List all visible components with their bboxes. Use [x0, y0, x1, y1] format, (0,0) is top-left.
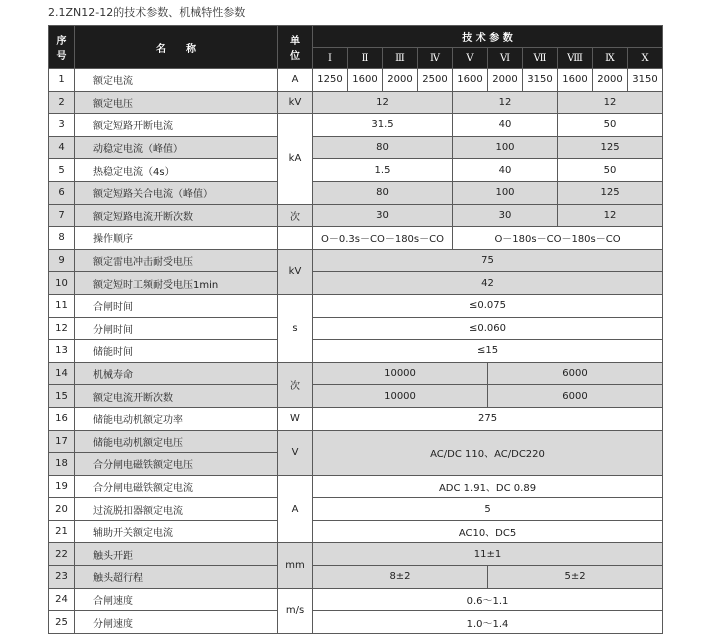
row-name: 合闸时间 — [75, 294, 278, 317]
header-col-9: Ⅸ — [593, 48, 628, 69]
row-name: 额定电压 — [75, 91, 278, 114]
row-number: 1 — [49, 69, 75, 92]
table-row — [49, 385, 663, 408]
cell-value: 31.5 — [313, 114, 453, 137]
row-name: 合分闸电磁铁额定电压 — [75, 453, 278, 476]
row-number: 18 — [49, 453, 75, 476]
row-number: 10 — [49, 272, 75, 295]
header-col-2: Ⅱ — [348, 48, 383, 69]
cell-value: 2000 — [488, 69, 523, 92]
cell-value: 1600 — [558, 69, 593, 92]
cell-value: ≤0.060 — [313, 317, 663, 340]
cell-value: ≤0.075 — [313, 294, 663, 317]
cell-value: AC/DC 110、AC/DC220 — [313, 430, 663, 475]
row-number: 21 — [49, 520, 75, 543]
table-row — [49, 204, 663, 227]
row-name: 分闸速度 — [75, 611, 278, 634]
cell-value: 125 — [558, 181, 663, 204]
cell-value: 1.5 — [313, 159, 453, 182]
row-number: 6 — [49, 181, 75, 204]
cell-value: 100 — [453, 136, 558, 159]
table-row — [49, 317, 663, 340]
cell-value: 275 — [313, 407, 663, 430]
header-col-5: Ⅴ — [453, 48, 488, 69]
row-number: 11 — [49, 294, 75, 317]
table-row — [49, 430, 663, 453]
row-number: 23 — [49, 566, 75, 589]
header-col-8: Ⅷ — [558, 48, 593, 69]
row-name: 动稳定电流（峰值） — [75, 136, 278, 159]
row-name: 额定短路关合电流（峰值） — [75, 181, 278, 204]
row-name: 储能时间 — [75, 340, 278, 363]
row-number: 7 — [49, 204, 75, 227]
row-name: 操作顺序 — [75, 227, 278, 250]
cell-value: 12 — [558, 204, 663, 227]
table-row — [49, 249, 663, 272]
table-row — [49, 566, 663, 589]
row-unit: 次 — [278, 362, 313, 407]
header-unit: 单 位 — [278, 26, 313, 69]
cell-value: 3150 — [523, 69, 558, 92]
cell-value: 12 — [313, 91, 453, 114]
row-name: 额定雷电冲击耐受电压 — [75, 249, 278, 272]
cell-value: 10000 — [313, 385, 488, 408]
cell-value: 100 — [453, 181, 558, 204]
row-unit: kV — [278, 249, 313, 294]
header-col-6: Ⅵ — [488, 48, 523, 69]
cell-value: 8±2 — [313, 566, 488, 589]
cell-value: 11±1 — [313, 543, 663, 566]
header-col-4: Ⅳ — [418, 48, 453, 69]
row-unit: V — [278, 430, 313, 475]
table-row — [49, 91, 663, 114]
row-number: 12 — [49, 317, 75, 340]
cell-value: 50 — [558, 114, 663, 137]
row-unit: mm — [278, 543, 313, 588]
cell-value: 12 — [558, 91, 663, 114]
row-name: 触头开距 — [75, 543, 278, 566]
header-col-1: Ⅰ — [313, 48, 348, 69]
cell-value: 2000 — [383, 69, 418, 92]
row-name: 额定短路开断电流 — [75, 114, 278, 137]
table-row — [49, 159, 663, 182]
cell-value: 6000 — [488, 385, 663, 408]
table-row — [49, 272, 663, 295]
cell-value: 75 — [313, 249, 663, 272]
row-number: 4 — [49, 136, 75, 159]
cell-value: 6000 — [488, 362, 663, 385]
table-row — [49, 475, 663, 498]
header-col-10: Ⅹ — [628, 48, 663, 69]
cell-value: 5±2 — [488, 566, 663, 589]
row-number: 16 — [49, 407, 75, 430]
header-col-3: Ⅲ — [383, 48, 418, 69]
row-number: 8 — [49, 227, 75, 250]
cell-value: 12 — [453, 91, 558, 114]
row-name: 额定短时工频耐受电压1min — [75, 272, 278, 295]
cell-value: ADC 1.91、DC 0.89 — [313, 475, 663, 498]
table-row — [49, 611, 663, 634]
row-unit: kV — [278, 91, 313, 114]
row-number: 17 — [49, 430, 75, 453]
row-number: 5 — [49, 159, 75, 182]
cell-value: 125 — [558, 136, 663, 159]
cell-value: 5 — [313, 498, 663, 521]
cell-value: 80 — [313, 136, 453, 159]
row-name: 过流脱扣器额定电流 — [75, 498, 278, 521]
row-name: 触头超行程 — [75, 566, 278, 589]
cell-value: 2000 — [593, 69, 628, 92]
row-name: 辅助开关额定电流 — [75, 520, 278, 543]
table-row — [49, 181, 663, 204]
header-col-7: Ⅶ — [523, 48, 558, 69]
row-name: 分闸时间 — [75, 317, 278, 340]
table-row — [49, 543, 663, 566]
row-unit: W — [278, 407, 313, 430]
cell-value: 3150 — [628, 69, 663, 92]
row-unit: s — [278, 294, 313, 362]
cell-value: 40 — [453, 114, 558, 137]
cell-value: 30 — [453, 204, 558, 227]
row-name: 合分闸电磁铁额定电流 — [75, 475, 278, 498]
table-row — [49, 294, 663, 317]
row-name: 储能电动机额定功率 — [75, 407, 278, 430]
row-unit: m/s — [278, 588, 313, 633]
row-number: 15 — [49, 385, 75, 408]
row-name: 额定电流开断次数 — [75, 385, 278, 408]
cell-value: O－180s－CO－180s－CO — [453, 227, 663, 250]
page-title: 2.1ZN12-12的技术参数、机械特性参数 — [48, 6, 246, 19]
table-row — [49, 520, 663, 543]
cell-value: 1.0～1.4 — [313, 611, 663, 634]
table-row — [49, 136, 663, 159]
cell-value: 50 — [558, 159, 663, 182]
table-header — [49, 26, 663, 69]
cell-value: 0.6～1.1 — [313, 588, 663, 611]
cell-value: ≤15 — [313, 340, 663, 363]
row-name: 额定短路电流开断次数 — [75, 204, 278, 227]
row-number: 2 — [49, 91, 75, 114]
cell-value: 2500 — [418, 69, 453, 92]
row-number: 3 — [49, 114, 75, 137]
row-number: 9 — [49, 249, 75, 272]
cell-value: AC10、DC5 — [313, 520, 663, 543]
row-name: 机械寿命 — [75, 362, 278, 385]
row-number: 20 — [49, 498, 75, 521]
row-number: 24 — [49, 588, 75, 611]
table-row — [49, 227, 663, 250]
table-row — [49, 362, 663, 385]
row-number: 25 — [49, 611, 75, 634]
row-number: 13 — [49, 340, 75, 363]
header-seq: 序 号 — [49, 26, 75, 69]
header-name: 名 称 — [75, 26, 278, 69]
row-unit: A — [278, 475, 313, 543]
row-name: 合闸速度 — [75, 588, 278, 611]
cell-value: 1600 — [453, 69, 488, 92]
table-row — [49, 340, 663, 363]
cell-value: 10000 — [313, 362, 488, 385]
cell-value: 80 — [313, 181, 453, 204]
row-unit — [278, 227, 313, 250]
table-row — [49, 69, 663, 92]
row-unit: A — [278, 69, 313, 92]
row-unit: kA — [278, 114, 313, 204]
cell-value: 30 — [313, 204, 453, 227]
cell-value: 42 — [313, 272, 663, 295]
spec-table — [48, 25, 663, 634]
row-unit: 次 — [278, 204, 313, 227]
row-number: 19 — [49, 475, 75, 498]
table-row — [49, 498, 663, 521]
row-name: 储能电动机额定电压 — [75, 430, 278, 453]
cell-value: 40 — [453, 159, 558, 182]
header-params: 技 术 参 数 — [313, 26, 663, 48]
table-row — [49, 407, 663, 430]
table-row — [49, 114, 663, 137]
row-name: 额定电流 — [75, 69, 278, 92]
cell-value: O－0.3s－CO－180s－CO — [313, 227, 453, 250]
cell-value: 1250 — [313, 69, 348, 92]
table-row — [49, 588, 663, 611]
row-name: 热稳定电流（4s） — [75, 159, 278, 182]
row-number: 22 — [49, 543, 75, 566]
cell-value: 1600 — [348, 69, 383, 92]
row-number: 14 — [49, 362, 75, 385]
